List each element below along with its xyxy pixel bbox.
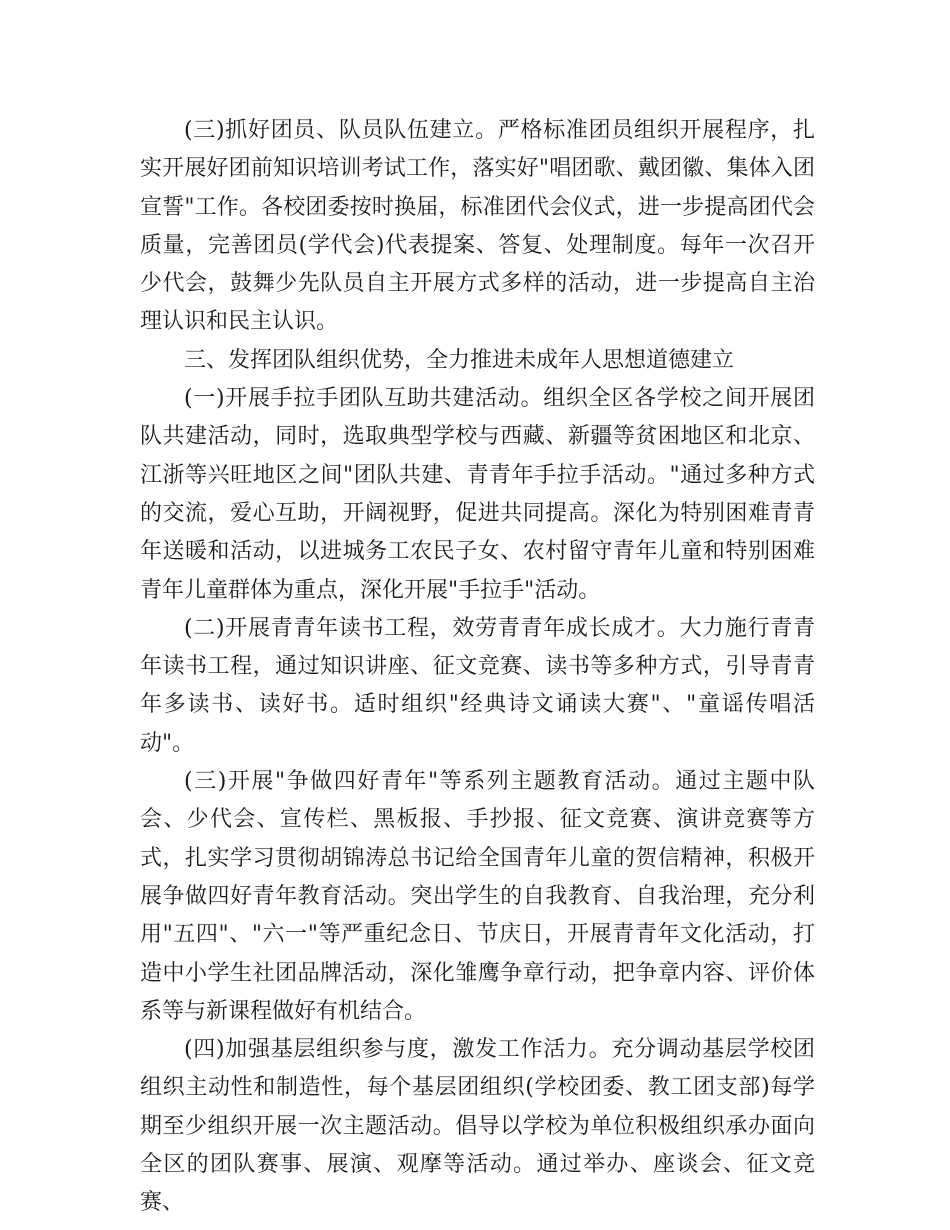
paragraph-four-good-youth: (三)开展"争做四好青年"等系列主题教育活动。通过主题中队会、少代会、宣传栏、黑板报、手抄报、征文竞赛、演讲竞赛等方式，扎实学习贯彻胡锦涛总书记给全国青年儿童的贺信精神，积极开展争做四好青年教育活动。突出学生的自我教育、自我治理，充分利用"五四"、"六一"等严重纪念日、节庆日，开展青青年文化活动，打造中小学生社团品牌活动，深化雏鹰争章行动，把争章内容、评价体系等与新课程做好有机结合。 <box>140 769 815 1024</box>
paragraph-hand-in-hand-activity: (一)开展手拉手团队互助共建活动。组织全区各学校之间开展团队共建活动，同时，选取典型学校与西藏、新疆等贫困地区和北京、江浙等兴旺地区之间"团队共建、青青年手拉手活动。"通过多种方式的交流，爱心互助，开阔视野，促进共同提高。深化为特别困难青青年送暖和活动，以进城务工农民子女、农村留守青年儿童和特别困难青年儿童群体为重点，深化开展"手拉手"活动。 <box>140 386 815 603</box>
document-body <box>140 112 815 1223</box>
paragraph-team-member-building: (三)抓好团员、队员队伍建立。严格标准团员组织开展程序，扎实开展好团前知识培训考试工作，落实好"唱团歌、戴团徽、集体入团宣誓"工作。各校团委按时换届，标准团代会仪式，进一步提高团代会质量，完善团员(学代会)代表提案、答复、处理制度。每年一次召开少代会，鼓舞少先队员自主开展方式多样的活动，进一步提高自主治理认识和民主认识。 <box>140 118 815 335</box>
paragraph-grassroots-participation: (四)加强基层组织参与度，激发工作活力。充分调动基层学校团组织主动性和制造性，每个基层团组织(学校团委、教工团支部)每学期至少组织开展一次主题活动。倡导以学校为单位积极组织承办面向全区的团队赛事、展演、观摩等活动。通过举办、座谈会、征文竞赛、 <box>140 1037 815 1216</box>
section-heading-three: 三、发挥团队组织优势，全力推进未成年人思想道德建立 <box>184 347 735 373</box>
paragraph-reading-project: (二)开展青青年读书工程，效劳青青年成长成才。大力施行青青年读书工程，通过知识讲座、征文竞赛、读书等多种方式，引导青青年多读书、读好书。适时组织"经典诗文诵读大赛"、"童谣传唱活动"。 <box>140 615 815 756</box>
